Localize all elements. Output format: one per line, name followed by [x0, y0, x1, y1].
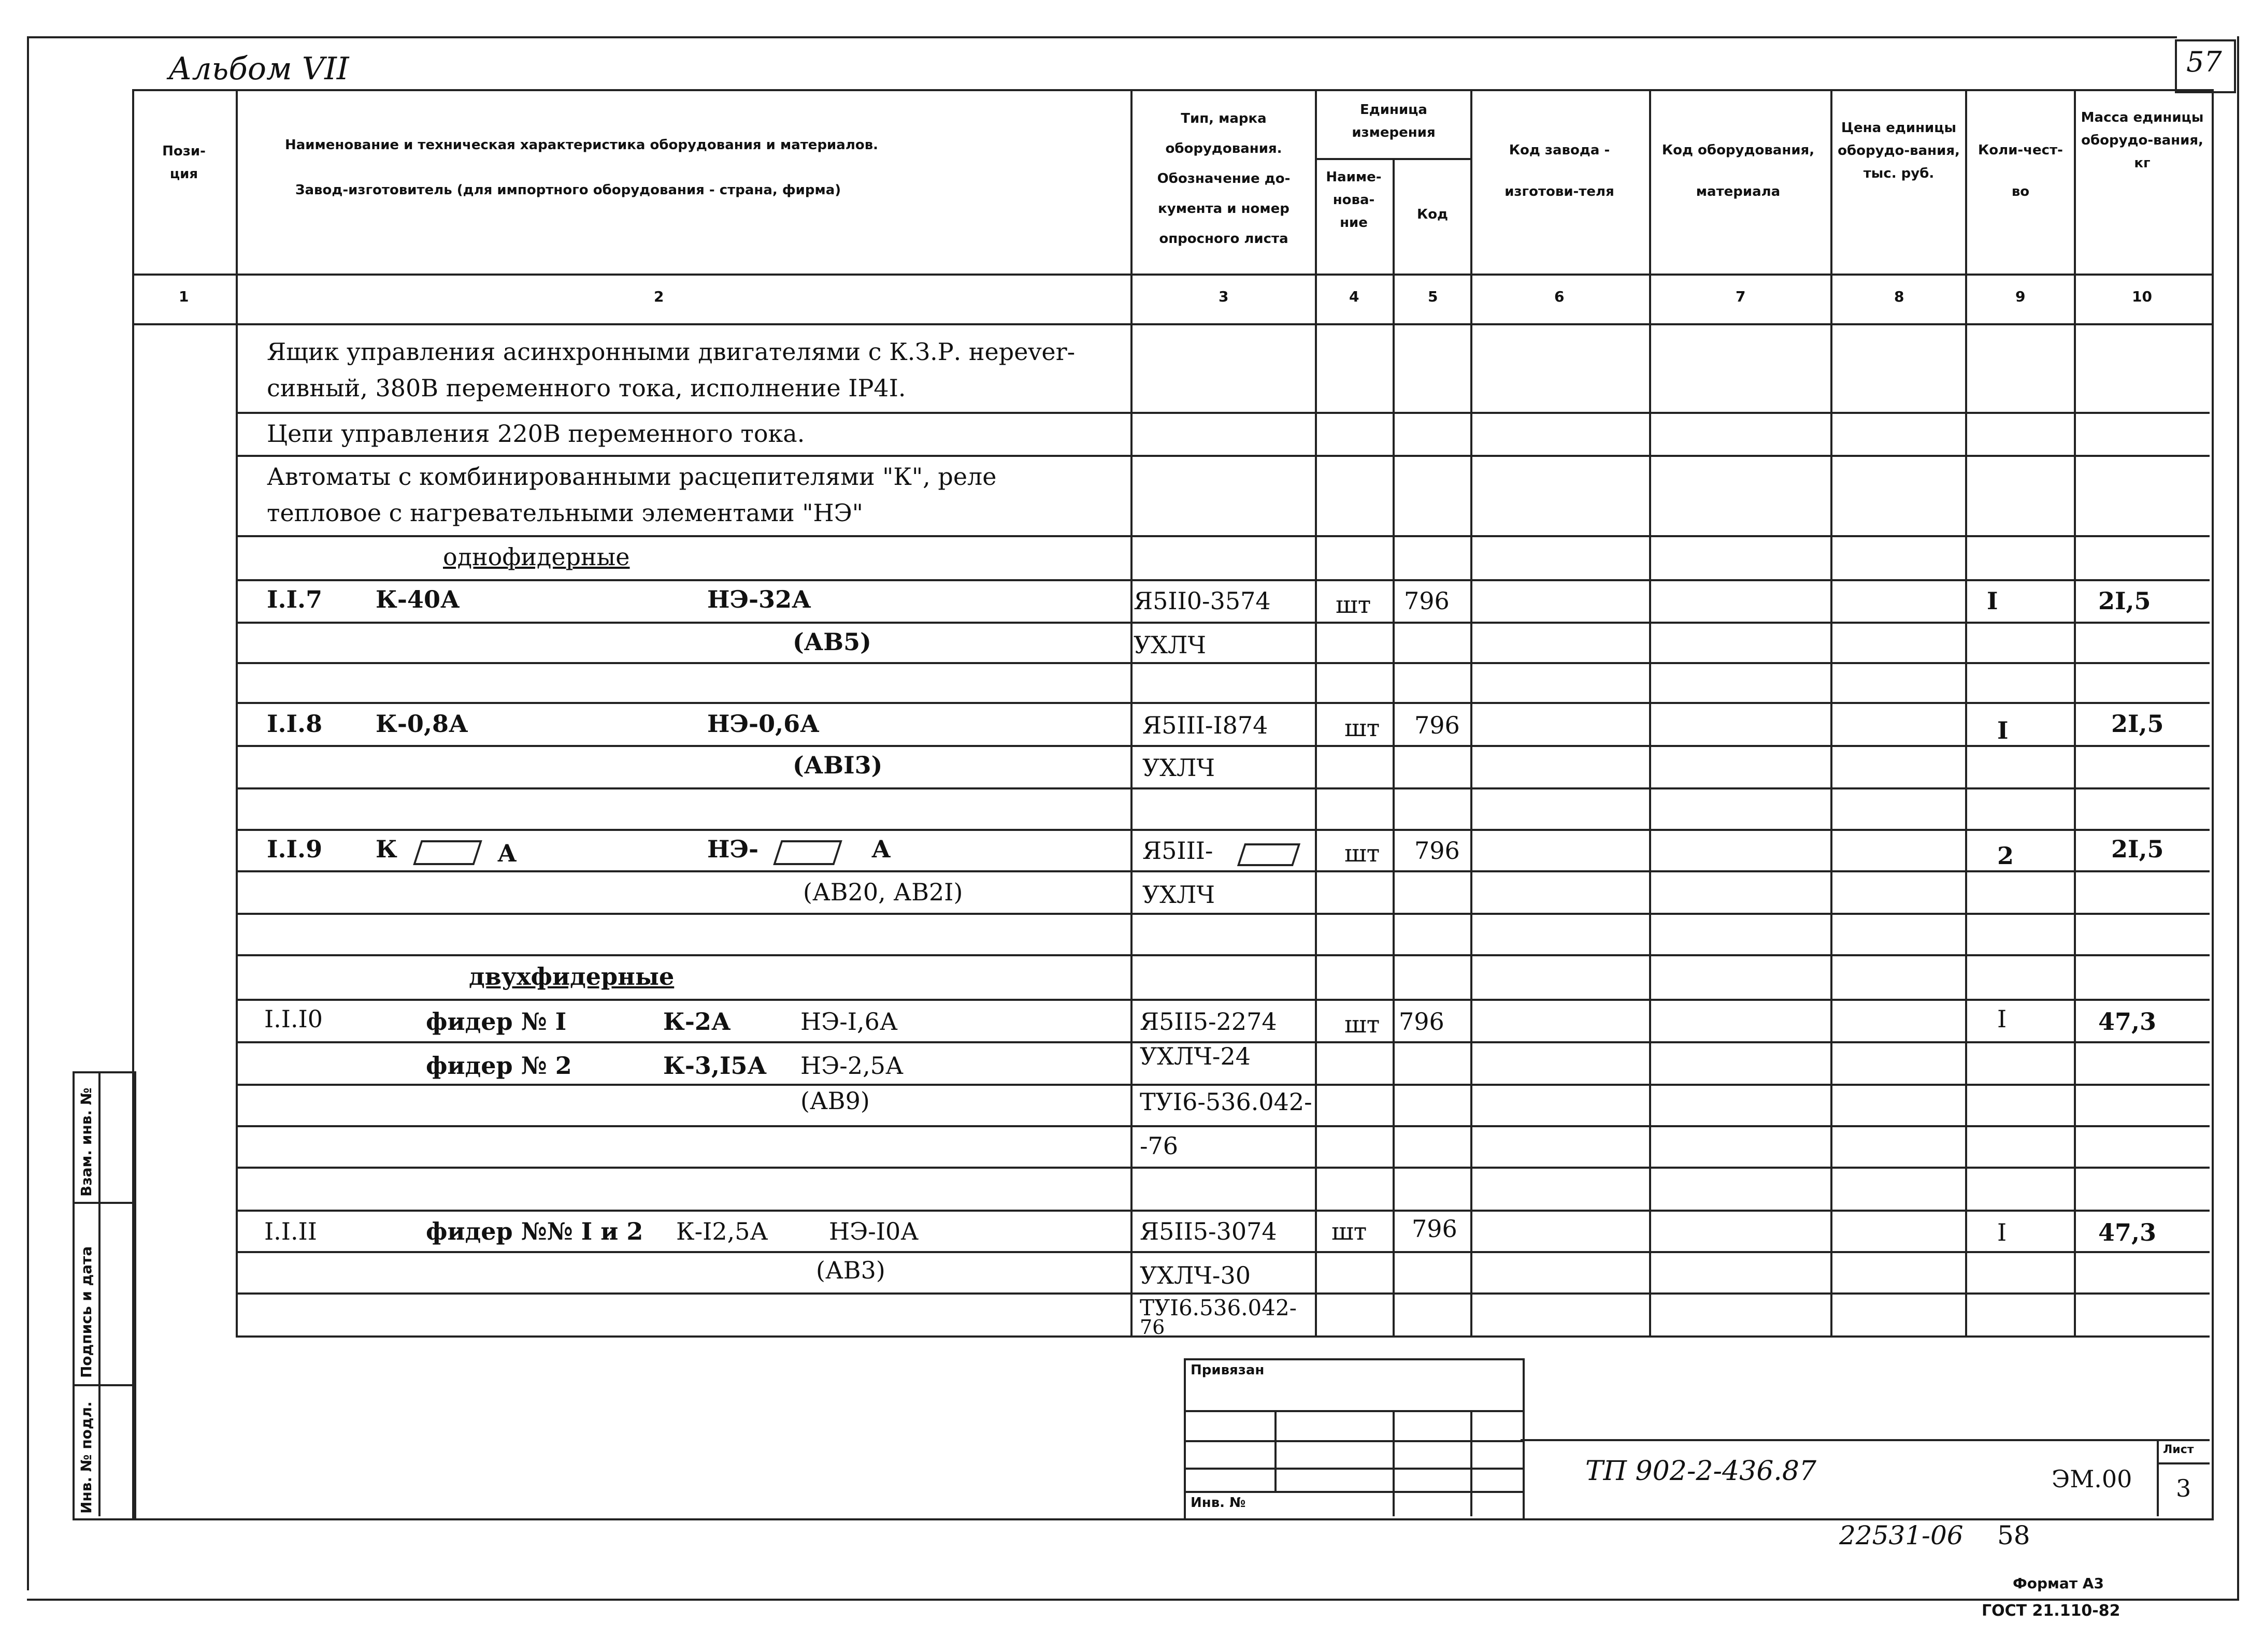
colnum-7: 7: [1736, 288, 1746, 305]
item-mass: 2I,5: [2111, 710, 2164, 738]
colnum-4: 4: [1349, 288, 1359, 305]
item-code: 796: [1412, 1215, 1457, 1243]
row-line: [236, 535, 2210, 537]
colnum-5: 5: [1428, 288, 1438, 305]
col-line-9: [2074, 89, 2076, 1338]
row-line: [236, 1084, 2210, 1086]
col-header-unit: Единица измерения: [1352, 102, 1436, 140]
colnum-bottom-line: [132, 323, 2212, 325]
item-ab: (АВ20, АВ2I): [803, 878, 963, 906]
item-type: Я5II5-2274: [1140, 1008, 1277, 1036]
outer-top-line: [27, 36, 2177, 38]
sheet-line: [2157, 1462, 2210, 1464]
item-qty: I: [1987, 587, 1998, 615]
item-type2: УХЛЧ-30: [1140, 1261, 1251, 1289]
item-unit: шт: [1344, 1010, 1380, 1038]
item-code: 796: [1399, 1008, 1444, 1036]
col-line-4: [1393, 158, 1395, 1338]
item-qty: I: [1997, 1218, 2007, 1246]
row-line: [236, 662, 2210, 664]
item-mass: 2I,5: [2111, 835, 2164, 863]
col-line-6: [1649, 89, 1651, 1338]
row-line: [236, 1125, 2210, 1127]
side-vline: [98, 1071, 101, 1516]
item-pos: I.I.II: [264, 1217, 317, 1245]
item-unit: шт: [1336, 591, 1371, 619]
item-pos: I.I.7: [267, 585, 323, 613]
side-hline: [73, 1384, 132, 1386]
item-mass: 47,3: [2098, 1008, 2157, 1036]
col-header-4: Наиме-нова-ние: [1326, 169, 1382, 231]
side-label-1: Инв. № подл.: [78, 1401, 95, 1514]
row-line: [236, 787, 2210, 789]
item-pos: I.I.8: [267, 710, 323, 738]
binding-label: Привязан: [1191, 1362, 1265, 1378]
sheet-number: 3: [2176, 1474, 2191, 1502]
row-line: [236, 1292, 2210, 1295]
item-ne: НЭ-I0А: [829, 1217, 919, 1245]
colnum-8: 8: [1894, 288, 1904, 305]
format-label: Формат А3: [2013, 1575, 2104, 1592]
col-header-3: Тип, марка оборудования. Обозначение до-кумента и номер опросного листа: [1157, 111, 1291, 247]
item-type2: УХЛЧ-24: [1140, 1042, 1251, 1070]
side-label-3: Взам. инв. №: [78, 1087, 95, 1197]
item-k2: К-3,I5А: [663, 1052, 767, 1080]
item-type3: ТУI6.536.042-: [1140, 1295, 1297, 1320]
row-line: [236, 1210, 2210, 1212]
row-line: [236, 579, 2210, 581]
row-line: [236, 870, 2210, 872]
item-qty: I: [1997, 716, 2009, 744]
stamp-top-line: [1521, 1439, 2210, 1441]
item-qty: 2: [1997, 842, 2014, 870]
album-label: Альбом VII: [168, 51, 349, 87]
item-code: 796: [1414, 711, 1460, 739]
section-double-feeder: двухфидерные: [469, 963, 675, 990]
row-line: [236, 1251, 2210, 1253]
item-type4: 76: [1140, 1316, 1165, 1339]
col-header-6: Код завода - изготови-теля: [1504, 142, 1614, 199]
intro-line-4: Автоматы с комбинированными расцепителями "К", реле: [267, 463, 997, 491]
item-type: Я5III-I874: [1142, 711, 1268, 739]
row-line: [236, 1167, 2210, 1169]
row-line: [236, 1335, 2210, 1338]
binding-vline: [1470, 1410, 1472, 1516]
item-type: Я5II5-3074: [1140, 1217, 1277, 1245]
binding-vline: [1393, 1410, 1395, 1516]
intro-line-5: тепловое с нагревательными элементами "НЭ": [267, 499, 863, 527]
item-qty: I: [1997, 1005, 2007, 1033]
item-feeder-2: фидер № 2: [426, 1052, 572, 1080]
side-hline: [73, 1202, 132, 1204]
colnum-9: 9: [2015, 288, 2026, 305]
col-header-7: Код оборудования, материала: [1661, 142, 1815, 199]
item-type4: -76: [1140, 1132, 1179, 1160]
intro-line-1: Ящик управления асинхронными двигателями с К.З.Р. нерever-: [267, 338, 1076, 366]
col-line-2: [1130, 89, 1133, 1338]
outer-bottom-line: [27, 1599, 2237, 1601]
col-header-2a: Наименование и техническая характеристика оборудования и материалов.: [285, 137, 879, 153]
sheet-vline: [2157, 1439, 2159, 1516]
colnum-10: 10: [2132, 288, 2152, 305]
item-type2: УХЛЧ: [1142, 881, 1215, 909]
gost-label: ГОСТ 21.110-82: [1982, 1602, 2120, 1620]
col-line-3: [1315, 89, 1317, 1338]
item-ne: НЭ-32А: [707, 585, 811, 613]
item-unit: шт: [1331, 1217, 1367, 1245]
colnum-2: 2: [654, 288, 664, 305]
col-header-10: Масса единицы оборудо-вания, кг: [2081, 110, 2204, 171]
item-feeder: фидер №№ I и 2: [426, 1217, 643, 1245]
row-line: [236, 954, 2210, 956]
row-line: [236, 999, 2210, 1001]
blank-box: [773, 840, 842, 865]
item-unit: шт: [1344, 714, 1380, 742]
item-ab: (АВI3): [793, 751, 883, 779]
item-type2: УХЛЧ: [1134, 631, 1206, 659]
item-mass: 47,3: [2098, 1218, 2157, 1246]
doc-code: ЭМ.00: [2052, 1465, 2132, 1493]
col-line-1: [236, 89, 238, 1338]
col-line-5: [1470, 89, 1472, 1338]
item-k: К: [376, 835, 397, 863]
item-type3: ТУI6-536.042-: [1140, 1088, 1312, 1116]
col-header-8: Цена единицы оборудо-вания, тыс. руб.: [1838, 120, 1960, 181]
item-mass: 2I,5: [2098, 587, 2151, 615]
item-pos: I.I.I0: [264, 1005, 323, 1033]
blank-box: [413, 840, 482, 865]
colnum-3: 3: [1219, 288, 1229, 305]
outer-right-line: [2237, 36, 2239, 1601]
page-number: 57: [2186, 46, 2222, 78]
blank-box: [1237, 843, 1300, 866]
col-header-2b: Завод-изготовитель (для импортного оборудования - страна, фирма): [295, 182, 841, 198]
binding-vline: [1274, 1410, 1277, 1491]
item-type2: УХЛЧ: [1142, 754, 1215, 782]
footer-number-2: 58: [1997, 1520, 2030, 1550]
col-line-7: [1830, 89, 1832, 1338]
item-k-unit: А: [497, 839, 517, 867]
col-header-1: Пози-ция: [162, 143, 206, 182]
outer-left-line: [27, 36, 29, 1590]
item-code: 796: [1404, 587, 1450, 615]
row-line: [236, 829, 2210, 831]
row-line: [236, 745, 2210, 747]
item-k: К-40А: [376, 585, 460, 613]
row-line: [236, 913, 2210, 915]
item-k: К-I2,5А: [676, 1217, 768, 1245]
header-bottom-line: [132, 274, 2212, 276]
item-ab: (АВ5): [793, 628, 871, 656]
item-ne2: НЭ-2,5А: [800, 1052, 904, 1080]
intro-line-3: Цепи управления 220В переменного тока.: [267, 420, 805, 448]
side-label-2: Подпись и дата: [78, 1246, 95, 1378]
item-type: Я5II0-3574: [1134, 587, 1271, 615]
item-pos: I.I.9: [267, 835, 323, 863]
intro-line-2: сивный, 380В переменного тока, исполнение IP4I.: [267, 374, 906, 402]
col-line-8: [1965, 89, 1967, 1338]
row-line: [236, 622, 2210, 624]
item-unit: шт: [1344, 839, 1380, 867]
footer-number: 22531-06: [1839, 1520, 1964, 1550]
item-k1: К-2А: [663, 1008, 731, 1036]
item-ne1: НЭ-I,6А: [800, 1008, 898, 1036]
item-k: К-0,8А: [376, 710, 468, 738]
row-line: [236, 702, 2210, 704]
inv-label: Инв. №: [1191, 1495, 1246, 1511]
row-line: [236, 412, 2210, 414]
colnum-6: 6: [1554, 288, 1565, 305]
item-ab: (АВ3): [816, 1256, 885, 1284]
item-type: Я5III-: [1142, 837, 1213, 865]
col-header-9: Коли-чест-во: [1978, 142, 2063, 199]
doc-designation: ТП 902-2-436.87: [1585, 1456, 1816, 1487]
item-ab: (АВ9): [800, 1087, 870, 1115]
sheet-label: Лист: [2163, 1443, 2194, 1456]
item-ne: НЭ-: [707, 835, 759, 863]
section-single-feeder: однофидерные: [443, 543, 630, 571]
colnum-1: 1: [179, 288, 189, 305]
item-feeder-1: фидер № I: [426, 1008, 567, 1036]
col-header-5: Код: [1416, 207, 1449, 222]
item-ne-unit: А: [871, 835, 891, 863]
item-ne: НЭ-0,6А: [707, 710, 820, 738]
item-code: 796: [1414, 837, 1460, 865]
row-line: [236, 455, 2210, 457]
